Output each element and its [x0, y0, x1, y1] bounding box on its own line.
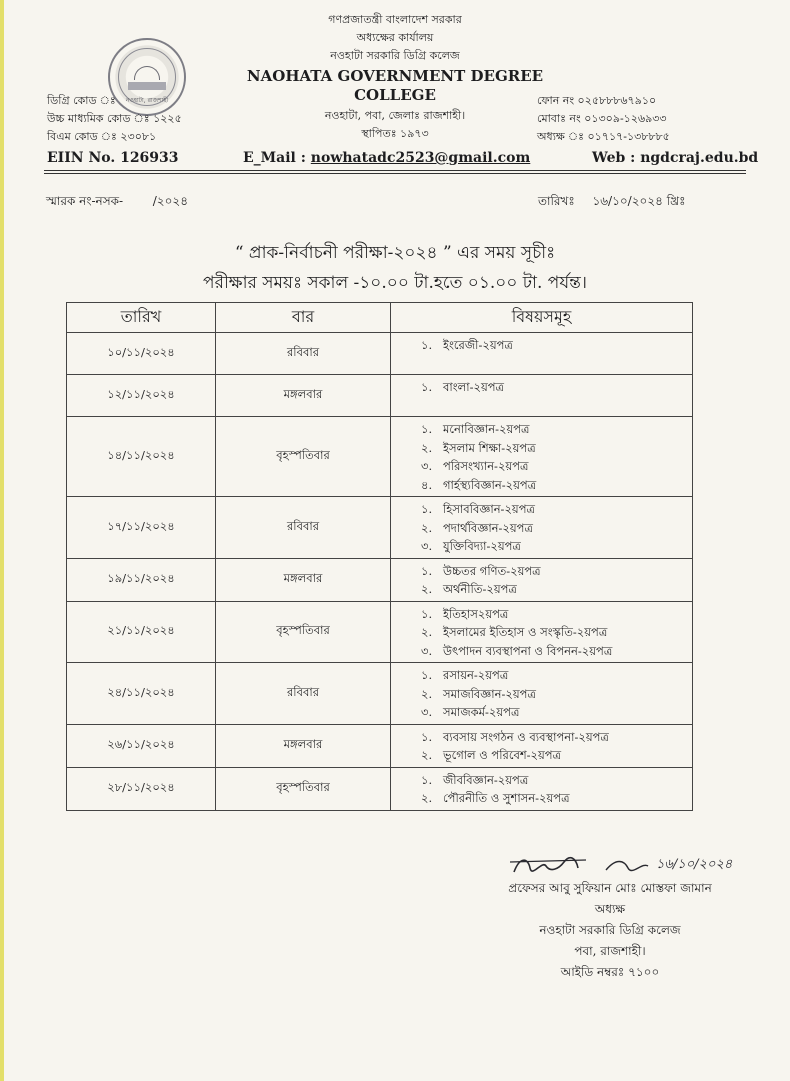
table-row — [67, 767, 693, 810]
college-name-en-2: COLLEGE — [354, 86, 436, 104]
exam-date-cell: ২৮/১১/২০২৪ — [67, 767, 216, 810]
exam-day-cell: বৃহস্পতিবার — [216, 417, 391, 497]
subject-item — [421, 519, 692, 538]
exam-date-cell: ২১/১১/২০২৪ — [67, 601, 216, 663]
exam-day-cell: মঙ্গলবার — [216, 375, 391, 417]
signatory-address: পবা, রাজশাহী। — [574, 944, 646, 958]
subject-item — [421, 728, 692, 747]
subject-name: পদার্থবিজ্ঞান-২য়পত্র — [443, 520, 533, 535]
notice-title: “ প্রাক-নির্বাচনী পরীক্ষা-২০২৪ ” এর সময় সূচীঃ — [234, 243, 556, 263]
exam-day-cell: মঙ্গলবার — [216, 558, 391, 601]
exam-date-cell: ১৯/১১/২০২৪ — [67, 558, 216, 601]
subject-item — [421, 580, 692, 599]
exam-date-cell: ১২/১১/২০২৪ — [67, 375, 216, 417]
exam-date-cell: ২৪/১১/২০২৪ — [67, 663, 216, 725]
subject-number: ২. — [421, 440, 433, 455]
memo-ref — [46, 193, 188, 213]
subject-name: সমাজকর্ম-২য়পত্র — [443, 705, 520, 719]
subject-number: ২. — [421, 625, 433, 639]
subject-number: ৪. — [421, 477, 433, 492]
college-name-en: NAOHATA GOVERNMENT DEGREE — [246, 67, 544, 85]
subject-name: ইসলাম শিক্ষা-২য়পত্র — [443, 440, 536, 455]
exam-day-cell: বৃহস্পতিবার — [216, 767, 391, 810]
table-row — [67, 724, 693, 767]
subject-item — [421, 789, 692, 808]
subject-number: ১. — [421, 563, 433, 578]
signatory-college: নওহাটা সরকারি ডিগ্রি কলেজ — [539, 923, 681, 937]
subject-number: ৩. — [421, 539, 433, 553]
subject-number: ১. — [421, 380, 433, 394]
header-rule-2 — [44, 173, 746, 174]
table-row — [67, 375, 693, 417]
subject-number: ১. — [421, 772, 433, 787]
subject-name: পরিসংখ্যান-২য়পত্র — [443, 459, 529, 473]
table-row — [67, 417, 693, 497]
subject-name: ব্যবসায় সংগঠন ও ব্যবস্থাপনা-২য়পত্র — [443, 729, 609, 744]
subject-name: হিসাববিজ্ঞান-২য়পত্র — [443, 502, 535, 516]
office-line: অধ্যক্ষের কার্যালয় — [356, 31, 434, 44]
subject-number: ৩. — [421, 705, 433, 719]
mobile-number: মোবাঃ নং ০১৩০৯-১২৬৯৩৩ — [537, 112, 667, 125]
subject-number: ১. — [421, 502, 433, 516]
subject-number: ১. — [421, 668, 433, 682]
header-subjects: বিষয়সমূহ — [391, 303, 693, 333]
exam-date-cell: ১৪/১১/২০২৪ — [67, 417, 216, 497]
address-line: নওহাটা, পবা, জেলাঃ রাজশাহী। — [324, 109, 466, 122]
memo-date-label: তারিখঃ — [538, 194, 575, 208]
exam-time-line: পরীক্ষার সময়ঃ সকাল -১০.০০ টা.হতে ০১.০০ টা. পর্যন্ত। — [203, 273, 587, 293]
subject-number: ২. — [421, 582, 433, 596]
eiin-number: EIIN No. 126933 — [47, 150, 179, 166]
exam-day-cell: রবিবার — [216, 497, 391, 559]
subject-number: ৩. — [421, 459, 433, 473]
web-line — [592, 150, 758, 166]
exam-day-cell: রবিবার — [216, 663, 391, 725]
header-rule — [44, 170, 746, 171]
header-day: বার — [216, 303, 391, 333]
bm-code: বিএম কোড ঃ ২৩০৮১ — [47, 130, 157, 143]
subject-number: ২. — [421, 791, 433, 805]
subject-number: ২. — [421, 686, 433, 701]
exam-date-cell: ১৭/১১/২০২৪ — [67, 497, 216, 559]
subjects-cell — [391, 333, 693, 375]
subjects-cell — [391, 375, 693, 417]
exam-routine-table — [66, 302, 693, 811]
email-label: E_Mail : — [243, 150, 306, 166]
subject-number: ২. — [421, 520, 433, 535]
signatory-id: আইডি নম্বরঃ ৭১০০ — [560, 965, 660, 979]
subjects-cell — [391, 767, 693, 810]
subject-item — [421, 500, 692, 519]
subject-item — [421, 623, 692, 642]
subject-item — [421, 771, 692, 790]
header-date: তারিখ — [67, 303, 216, 333]
subject-name: মনোবিজ্ঞান-২য়পত্র — [443, 422, 530, 436]
table-header-row — [67, 303, 693, 333]
signatory-name: প্রফেসর আবু সুফিয়ান মোঃ মোস্তফা জামান — [508, 881, 712, 895]
subjects-cell — [391, 417, 693, 497]
hsc-code: উচ্চ মাধ্যমিক কোড ঃ ১২২৫ — [47, 112, 182, 125]
table-row — [67, 601, 693, 663]
subject-name: গার্হস্থ্যবিজ্ঞান-২য়পত্র — [443, 477, 537, 492]
table-row — [67, 333, 693, 375]
subject-number: ১. — [421, 422, 433, 436]
subject-item — [421, 703, 692, 722]
exam-day-cell: বৃহস্পতিবার — [216, 601, 391, 663]
subject-item — [421, 378, 692, 397]
subject-number: ১. — [421, 606, 433, 621]
subject-name: ভূগোল ও পরিবেশ-২য়পত্র — [443, 748, 562, 762]
memo-date — [538, 193, 685, 213]
subject-number: ১. — [421, 338, 433, 352]
subject-item — [421, 420, 692, 439]
exam-day-cell: মঙ্গলবার — [216, 724, 391, 767]
subject-item — [421, 562, 692, 581]
subject-name: যুক্তিবিদ্যা-২য়পত্র — [443, 539, 521, 553]
memo-date-value: ১৬/১০/২০২৪ খ্রিঃ — [592, 194, 686, 208]
subject-name: সমাজবিজ্ঞান-২য়পত্র — [443, 686, 536, 701]
subjects-cell — [391, 601, 693, 663]
college-name-bn: নওহাটা সরকারি ডিগ্রি কলেজ — [330, 49, 460, 62]
subject-name: উৎপাদন ব্যবস্থাপনা ও বিপনন-২য়পত্র — [443, 643, 613, 658]
subject-name: ইতিহাস২য়পত্র — [443, 606, 509, 621]
handwritten-signature — [506, 850, 762, 880]
subject-item — [421, 685, 692, 704]
subject-name: উচ্চতর গণিত-২য়পত্র — [443, 563, 541, 578]
subject-item — [421, 439, 692, 458]
subject-item — [421, 336, 692, 355]
subject-number: ৩. — [421, 643, 433, 658]
scan-edge — [0, 0, 4, 1081]
memo-ref-label: স্মারক নং-নসক- — [46, 194, 124, 208]
subjects-cell — [391, 558, 693, 601]
memo-ref-year: /২০২৪ — [152, 194, 188, 208]
table-row — [67, 497, 693, 559]
established-line: স্থাপিতঃ ১৯৭৩ — [361, 127, 429, 140]
subject-item — [421, 605, 692, 624]
degree-code: ডিগ্রি কোড ঃ — [47, 94, 116, 107]
exam-date-cell: ১০/১১/২০২৪ — [67, 333, 216, 375]
email-line — [243, 150, 530, 166]
subject-number: ১. — [421, 729, 433, 744]
subject-name: জীববিজ্ঞান-২য়পত্র — [443, 772, 529, 787]
exam-day-cell: রবিবার — [216, 333, 391, 375]
subject-name: বাংলা-২য়পত্র — [443, 380, 504, 394]
exam-date-cell: ২৬/১১/২০২৪ — [67, 724, 216, 767]
svg-text:১৬/১০/২০২৪: ১৬/১০/২০২৪ — [656, 857, 733, 872]
phone-number: ফোন নং ০২৫৮৮৮৬৭৯১০ — [537, 94, 657, 107]
subject-item — [421, 666, 692, 685]
web-link[interactable]: ngdcraj.edu.bd — [640, 150, 759, 166]
subject-item — [421, 642, 692, 661]
subject-number: ২. — [421, 748, 433, 762]
table-row — [67, 558, 693, 601]
subject-name: ইসলামের ইতিহাস ও সংস্কৃতি-২য়পত্র — [443, 625, 608, 639]
subject-item — [421, 746, 692, 765]
subject-item — [421, 476, 692, 495]
signatory-designation: অধ্যক্ষ — [594, 902, 626, 916]
subjects-cell — [391, 724, 693, 767]
subject-item — [421, 537, 692, 556]
web-label: Web : — [592, 150, 636, 166]
subject-item — [421, 457, 692, 476]
table-row — [67, 663, 693, 725]
subject-name: পৌরনীতি ও সুশাসন-২য়পত্র — [443, 791, 570, 805]
principal-number: অধ্যক্ষ ঃ ০১৭১৭-১৩৮৮৮৫ — [537, 130, 670, 143]
subjects-cell — [391, 497, 693, 559]
govt-line: গণপ্রজাতন্ত্রী বাংলাদেশ সরকার — [328, 13, 462, 26]
email-link[interactable]: nowhatadc2523@gmail.com — [310, 150, 531, 166]
subject-name: ইংরেজী-২য়পত্র — [443, 338, 513, 352]
college-seal-logo: নওহাটা, রাজশাহী — [108, 38, 186, 116]
subject-name: অর্থনীতি-২য়পত্র — [443, 582, 517, 596]
subject-name: রসায়ন-২য়পত্র — [443, 668, 509, 682]
subjects-cell — [391, 663, 693, 725]
